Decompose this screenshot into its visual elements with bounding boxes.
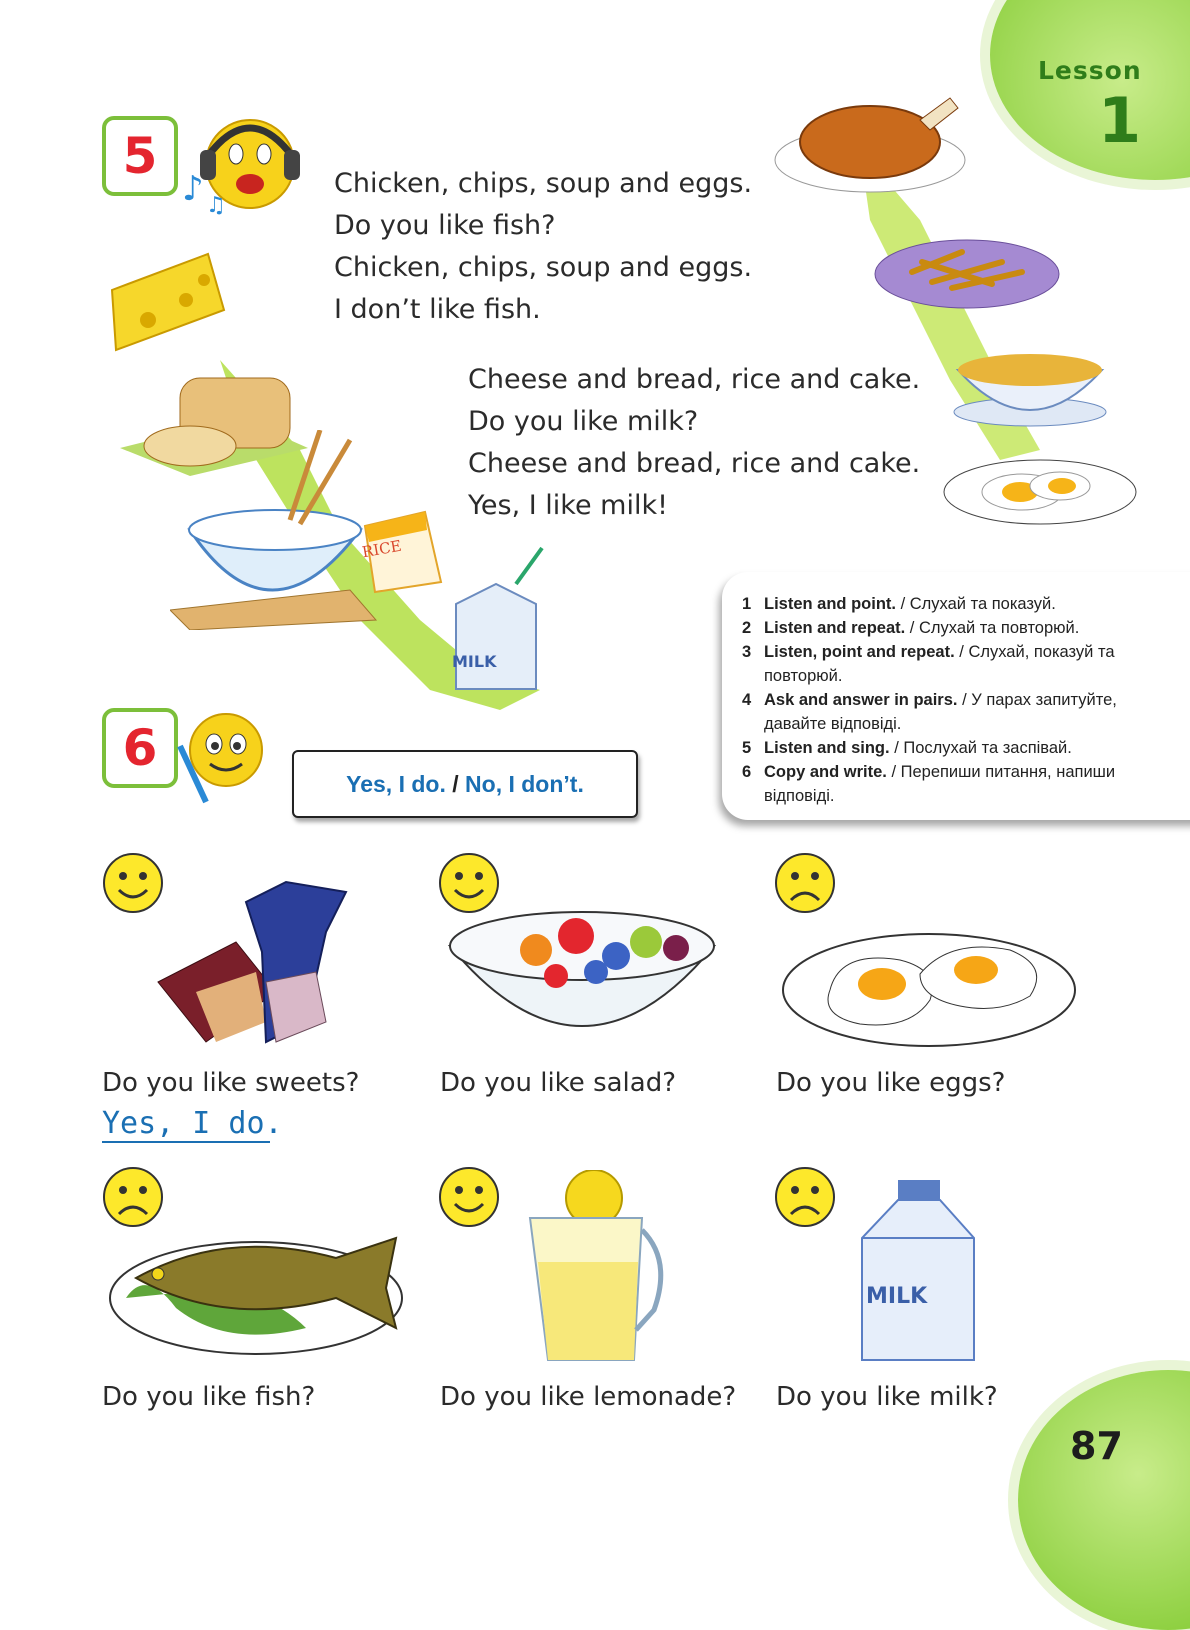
chicken-illustration (770, 80, 970, 200)
instructions-list (742, 592, 1162, 808)
verse-1-line-2: Do you like fish? (334, 210, 556, 241)
instruction-item (742, 640, 1162, 688)
instruction-en: Listen and sing. (764, 739, 890, 757)
question-fish: Do you like fish? (102, 1382, 316, 1412)
question-lemonade: Do you like lemonade? (440, 1382, 737, 1412)
instruction-en: Listen and point. (764, 595, 896, 613)
handwritten-answer: Yes, I do. (102, 1106, 283, 1141)
rice-bowl-illustration (170, 430, 380, 630)
question-salad: Do you like salad? (440, 1068, 677, 1098)
instruction-ua: / Послухай та заспівай. (889, 739, 1072, 757)
instruction-item (742, 688, 1162, 736)
eggs-plate-illustration (942, 456, 1138, 526)
milk-carton-label: MILK (866, 1284, 928, 1309)
answer-separator: / (452, 771, 459, 797)
eggs-illustration (780, 930, 1078, 1048)
song-verse-1 (334, 163, 752, 331)
instruction-number: 6 (742, 763, 752, 781)
instruction-item (742, 736, 1162, 760)
lemonade-jug-illustration (524, 1170, 674, 1366)
verse-2-line-4: Yes, I like milk! (468, 490, 668, 521)
happy-face-icon (438, 1166, 500, 1228)
exercise-5-number: 5 (102, 116, 178, 196)
page-number: 87 (1070, 1424, 1123, 1468)
instruction-number: 5 (742, 739, 752, 757)
instruction-ua: / Слухай та показуй. (896, 595, 1056, 613)
page-number-badge (1018, 1370, 1190, 1630)
sweets-illustration (156, 872, 356, 1052)
exercise-6-number: 6 (102, 708, 178, 788)
svg-text:♪: ♪ (182, 169, 204, 209)
milk-carton-small-illustration (446, 544, 546, 694)
verse-1-line-1: Chicken, chips, soup and eggs. (334, 168, 753, 199)
verse-2-line-1: Cheese and bread, rice and cake. (468, 364, 921, 395)
lesson-number: 1 (1098, 84, 1142, 157)
chips-illustration (872, 222, 1062, 312)
instruction-item (742, 616, 1162, 640)
instruction-number: 3 (742, 643, 752, 661)
instruction-en: Listen, point and repeat. (764, 643, 955, 661)
instruction-en: Copy and write. (764, 763, 887, 781)
instruction-ua: / У парах запитуйте, давайте відповіді. (764, 691, 1117, 733)
sad-face-icon (774, 852, 836, 914)
instruction-en: Listen and repeat. (764, 619, 906, 637)
question-sweets: Do you like sweets? (102, 1068, 360, 1098)
fish-illustration (106, 1218, 406, 1358)
cheese-illustration (108, 250, 228, 355)
question-milk: Do you like milk? (776, 1382, 998, 1412)
instruction-ua: / Слухай, показуй та повторюй. (764, 643, 1115, 685)
verse-1-line-3: Chicken, chips, soup and eggs. (334, 252, 753, 283)
answer-yes: Yes, I do. (346, 771, 446, 797)
verse-2-line-2: Do you like milk? (468, 406, 699, 437)
answer-hint-box (292, 750, 638, 818)
writing-smiley-icon (170, 706, 270, 806)
rice-bag-label: RICE (360, 536, 403, 562)
instruction-item (742, 760, 1162, 808)
happy-face-icon (102, 852, 164, 914)
milk-carton-illustration (858, 1178, 978, 1364)
sad-face-icon (774, 1166, 836, 1228)
lesson-label: Lesson (1038, 56, 1142, 85)
instructions-panel (722, 572, 1190, 820)
singing-smiley-icon (172, 100, 322, 220)
instruction-en: Ask and answer in pairs. (764, 691, 958, 709)
instruction-item (742, 592, 1162, 616)
answer-no: No, I don’t. (465, 771, 584, 797)
instruction-number: 2 (742, 619, 752, 637)
milk-carton-small-label: MILK (452, 652, 497, 671)
verse-1-line-4: I don’t like fish. (334, 294, 541, 325)
salad-bowl-illustration (446, 896, 718, 1048)
instruction-number: 4 (742, 691, 752, 709)
instruction-ua: / Слухай та повторюй. (905, 619, 1080, 637)
verse-2-line-3: Cheese and bread, rice and cake. (468, 448, 921, 479)
svg-text:♫: ♫ (206, 193, 226, 218)
instruction-number: 1 (742, 595, 752, 613)
song-verse-2 (468, 359, 920, 527)
soup-illustration (950, 330, 1110, 430)
instruction-ua: / Перепиши питання, напиши відповіді. (764, 763, 1116, 805)
question-eggs: Do you like eggs? (776, 1068, 1006, 1098)
